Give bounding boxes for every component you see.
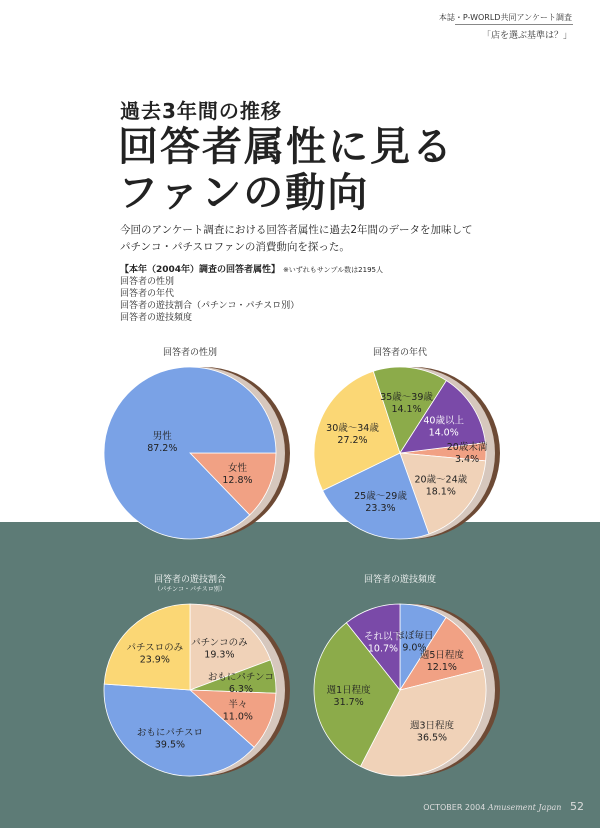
- slice-label: おもにパチンコ: [207, 671, 274, 683]
- lead-line-2: パチンコ・パチスロファンの消費動向を探った。: [120, 241, 350, 253]
- slice-label: 週3日程度: [409, 720, 455, 732]
- slice-label: 25歳〜29歳: [354, 490, 407, 502]
- sample-size-note: ※いずれもサンプル数は2195人: [282, 266, 383, 274]
- slice-label: それ以下: [363, 631, 402, 643]
- slice-label: ほぼ毎日: [395, 630, 434, 642]
- pie-chart: [104, 573, 290, 776]
- survey-theme: 「店を選ぶ基準は？」: [481, 31, 572, 41]
- slice-label: パチンコのみ: [191, 637, 248, 649]
- magazine-name: Amusement Japan: [487, 803, 562, 812]
- slice-value: 18.1%: [425, 486, 456, 498]
- slice-value: 23.9%: [139, 654, 170, 666]
- slice-label: パチスロのみ: [126, 642, 184, 654]
- issue-month: OCTOBER 2004: [423, 803, 486, 812]
- survey-name: 本誌・P-WORLD共同アンケート調査: [438, 13, 572, 22]
- pie-chart: [314, 346, 500, 539]
- pie-chart: [314, 573, 500, 776]
- slice-value: 10.7%: [367, 643, 399, 655]
- slice-value: 19.3%: [204, 649, 235, 661]
- slice-value: 23.3%: [365, 502, 396, 514]
- page-number: 52: [570, 800, 584, 813]
- slice-value: 27.2%: [337, 434, 368, 446]
- slice-label: おもにパチスロ: [136, 727, 204, 739]
- slice-label: 週1日程度: [326, 685, 371, 697]
- attributes-title: 【本年（2004年）調査の回答者属性】: [120, 265, 281, 275]
- attribute-item: 回答者の年代: [120, 289, 175, 299]
- slice-label: 20歳〜24歳: [414, 474, 468, 486]
- attribute-item: 回答者の遊技頻度: [120, 313, 193, 323]
- slice-value: 39.5%: [154, 739, 186, 751]
- slice-value: 14.1%: [391, 403, 422, 415]
- slice-value: 87.2%: [147, 443, 178, 455]
- slice-label: 週5日程度: [419, 649, 464, 661]
- attribute-item: 回答者の遊技割合（パチンコ・パチスロ別）: [120, 301, 300, 311]
- page-footer: [423, 800, 584, 813]
- slice-value: 6.3%: [228, 683, 254, 695]
- slice-value: 14.0%: [428, 427, 459, 439]
- lead-line-1: 今回のアンケート調査における回答者属性に過去2年間のデータを加味して: [120, 224, 473, 236]
- chart-subtitle: （パチンコ・パチスロ別）: [154, 586, 226, 593]
- title-line-2: ファンの動向: [118, 169, 370, 216]
- attribute-item: 回答者の性別: [120, 277, 175, 287]
- slice-label: 35歳〜39歳: [380, 391, 433, 403]
- slice-value: 3.4%: [455, 453, 480, 465]
- slice-value: 12.8%: [222, 475, 253, 487]
- slice-value: 11.0%: [222, 711, 253, 723]
- slice-label: 半々: [228, 699, 248, 711]
- pie-chart: [104, 346, 290, 539]
- chart-title: 回答者の遊技頻度: [363, 575, 437, 585]
- chart-title: 回答者の年代: [372, 348, 428, 358]
- slice-label: 女性: [227, 463, 247, 475]
- slice-value: 9.0%: [402, 642, 427, 654]
- slice-label: 20歳未満: [446, 441, 488, 453]
- slice-value: 12.1%: [426, 661, 457, 673]
- slice-value: 36.5%: [416, 732, 448, 744]
- slice-label: 男性: [152, 431, 172, 443]
- slice-label: 30歳〜34歳: [326, 422, 379, 434]
- title-line-1: 回答者属性に見る: [118, 123, 454, 170]
- chart-title: 回答者の遊技割合: [153, 575, 227, 585]
- chart-title: 回答者の性別: [162, 348, 218, 358]
- article-kicker: 過去3年間の推移: [120, 99, 282, 123]
- slice-value: 31.7%: [333, 697, 364, 709]
- slice-label: 40歳以上: [423, 415, 464, 427]
